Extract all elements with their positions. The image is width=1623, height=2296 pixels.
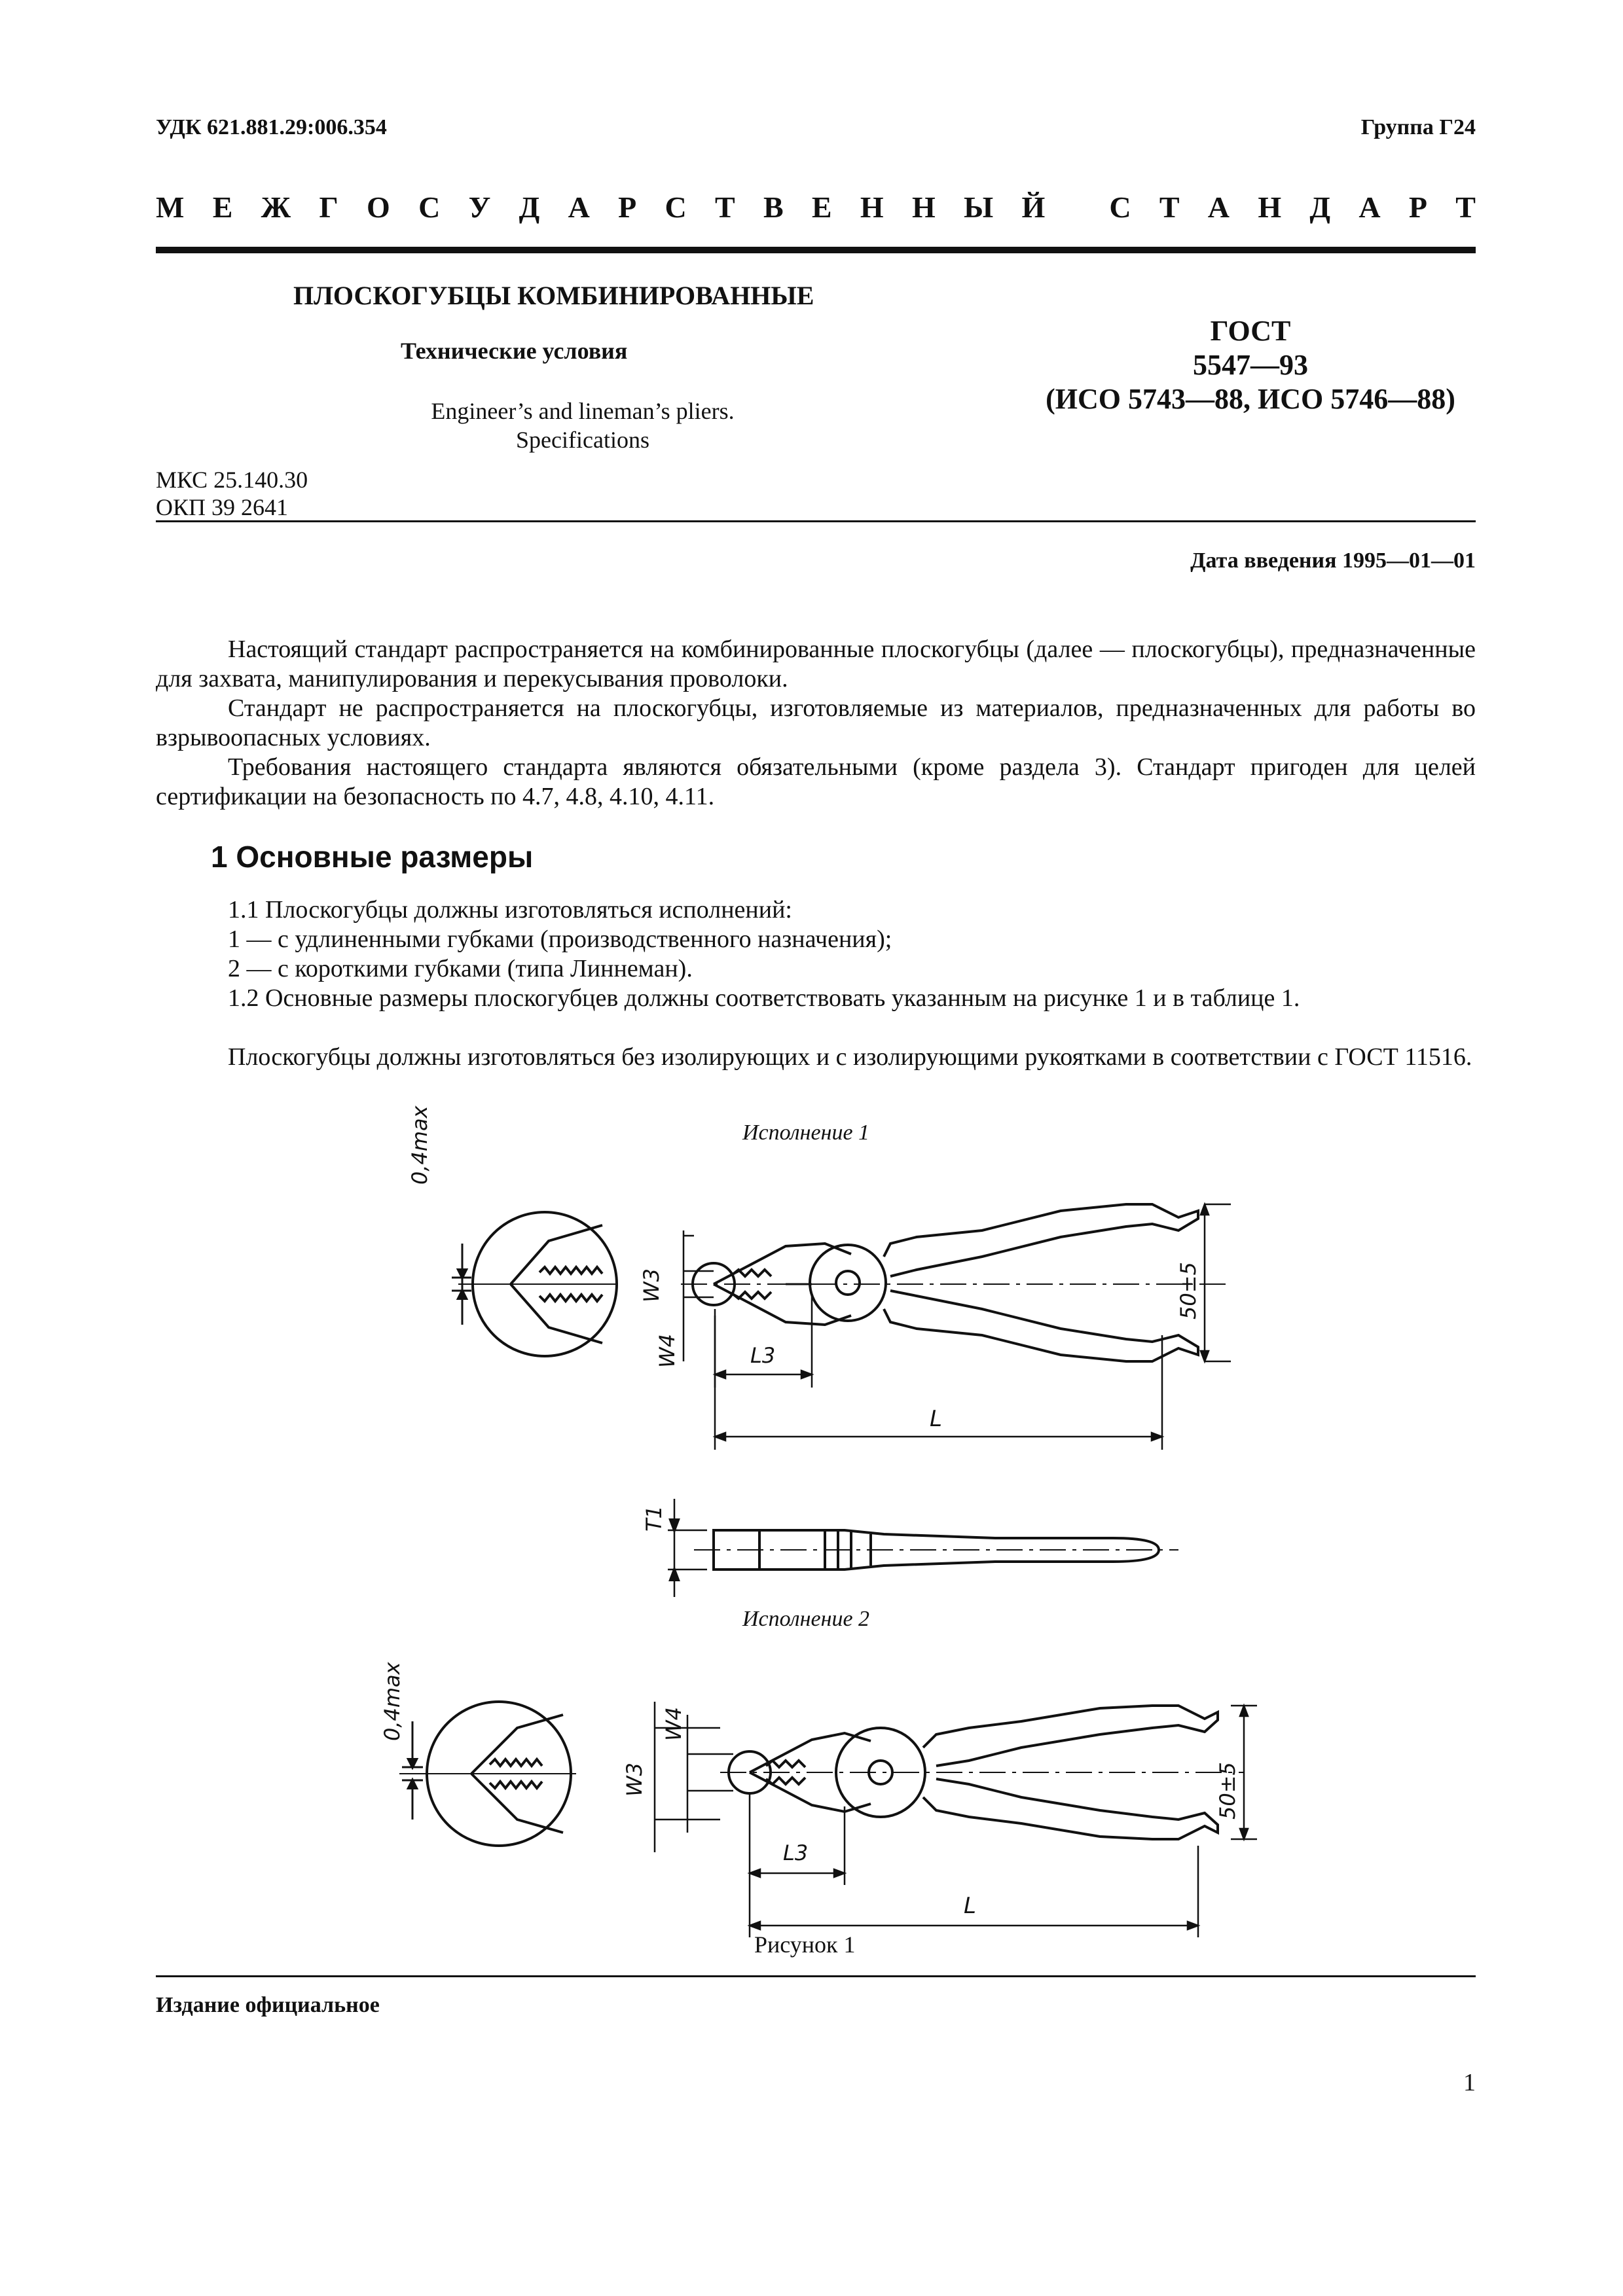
group-code: Группа Г24 (1360, 115, 1476, 139)
title-rule (156, 520, 1476, 522)
banner-letter: Р (618, 190, 637, 224)
banner-letter: Т (714, 190, 735, 224)
label-max-v2: 0,4max (380, 1662, 405, 1741)
section-paragraph-1: 1.1 Плоскогубцы должны изготовляться исполнений: (228, 896, 792, 924)
figure-caption-variant-1: Исполнение 1 (742, 1121, 870, 1145)
banner-letter: С (418, 190, 441, 224)
banner-letter: О (367, 190, 390, 224)
edition-note: Издание официальное (156, 1993, 380, 2017)
label-max-v1: 0,4max (407, 1105, 432, 1185)
figure-caption-variant-2: Исполнение 2 (742, 1607, 870, 1631)
english-title (327, 397, 838, 454)
figure-caption: Рисунок 1 (754, 1931, 856, 1958)
banner-letter: Р (1408, 190, 1427, 224)
banner-letter: В (763, 190, 784, 224)
banner-letter: У (468, 190, 491, 224)
detail-circle-variant-2 (399, 1702, 576, 1846)
banner-letter: М (156, 190, 185, 224)
classification-codes (156, 466, 308, 521)
label-w4-v2: W4 (661, 1707, 686, 1741)
header-rule (156, 247, 1476, 253)
banner-letter: Ж (261, 190, 291, 224)
label-l-v2: L (964, 1893, 976, 1919)
dimensions-variant-1 (684, 1204, 1231, 1450)
section-paragraph-4: 1.2 Основные размеры плоскогубцев должны соответствовать указанным на рисунке 1 и в таблице 1. (228, 984, 1300, 1012)
mks-code: МКС 25.140.30 (156, 467, 308, 493)
gost-number-block (1021, 314, 1480, 416)
gost-number: 5547—93 (1193, 349, 1308, 381)
effective-date: Дата введения 1995—01—01 (1190, 548, 1476, 573)
section-paragraph-2: 1 — с удлиненными губками (производственного назначения); (228, 925, 892, 953)
english-title-line2: Specifications (516, 427, 649, 453)
intro-paragraph-1: Настоящий стандарт распространяется на комбинированные плоскогубцы (далее — плоскогубцы), предназначенные для захвата, манипулирования и перекусывания проволоки. (156, 636, 1476, 692)
banner-letter: Г (319, 190, 338, 224)
section-paragraph-5: Плоскогубцы должны изготовляться без изолирующих и с изолирующими рукоятками в соответствии с ГОСТ 11516. (228, 1043, 1472, 1071)
banner-letter: А (1207, 190, 1230, 224)
label-w4-v1: W4 (655, 1334, 680, 1368)
banner-letter: Ы (964, 190, 994, 224)
label-l3-v2: L3 (783, 1840, 809, 1865)
intro-paragraph-3: Требования настоящего стандарта являются обязательными (кроме раздела 3). Стандарт пригоден для целей сертификации на безопасность по 4.7, 4.8, 4.10, 4.11. (156, 753, 1476, 810)
document-subtitle: Технические условия (401, 338, 628, 364)
banner-letter: Д (519, 190, 540, 224)
banner-letter: А (1359, 190, 1381, 224)
okp-code: ОКП 39 2641 (156, 494, 289, 520)
udk-code: УДК 621.881.29:006.354 (156, 115, 387, 139)
section-heading: 1 Основные размеры (211, 840, 534, 874)
document-title: ПЛОСКОГУБЦЫ КОМБИНИРОВАННЫЕ (293, 281, 814, 310)
banner-letter (1074, 190, 1082, 224)
banner-letter: Н (1258, 190, 1282, 224)
english-title-line1: Engineer’s and lineman’s pliers. (431, 398, 735, 424)
label-t1: T1 (642, 1505, 666, 1532)
page-number: 1 (1463, 2069, 1476, 2096)
banner-letter: С (1109, 190, 1131, 224)
banner-letter: С (665, 190, 687, 224)
label-fifty-v2: 50±5 (1215, 1762, 1240, 1820)
pliers-variant-1 (681, 1204, 1231, 1361)
banner-letter: Н (860, 190, 884, 224)
detail-circle-variant-1 (452, 1212, 617, 1356)
gost-label: ГОСТ (1210, 315, 1291, 347)
label-l3-v1: L3 (750, 1343, 776, 1368)
standard-banner (156, 190, 1476, 224)
pliers-variant-2 (720, 1706, 1244, 1839)
dimensions-variant-2 (655, 1702, 1257, 1937)
banner-letter: Е (811, 190, 832, 224)
banner-letter: Т (1455, 190, 1476, 224)
label-l-v1: L (930, 1406, 942, 1432)
banner-letter: Й (1021, 190, 1046, 224)
banner-letter: Н (911, 190, 936, 224)
label-w3-v1: W3 (639, 1268, 664, 1302)
intro-paragraph-2: Стандарт не распространяется на плоскогубцы, изготовляемые из материалов, предназначенных для работы во взрывоопасных условиях. (156, 694, 1476, 751)
footer-rule (156, 1975, 1476, 1977)
label-w3-v2: W3 (622, 1763, 647, 1797)
pliers-top-view (668, 1499, 1178, 1597)
banner-letter: А (568, 190, 590, 224)
label-fifty-v1: 50±5 (1176, 1262, 1201, 1319)
banner-letter: Т (1159, 190, 1180, 224)
banner-letter: Е (212, 190, 233, 224)
iso-reference: (ИСО 5743—88, ИСО 5746—88) (1046, 383, 1455, 415)
section-paragraph-3: 2 — с короткими губками (типа Линнеман). (228, 955, 693, 982)
banner-letter: Д (1309, 190, 1331, 224)
